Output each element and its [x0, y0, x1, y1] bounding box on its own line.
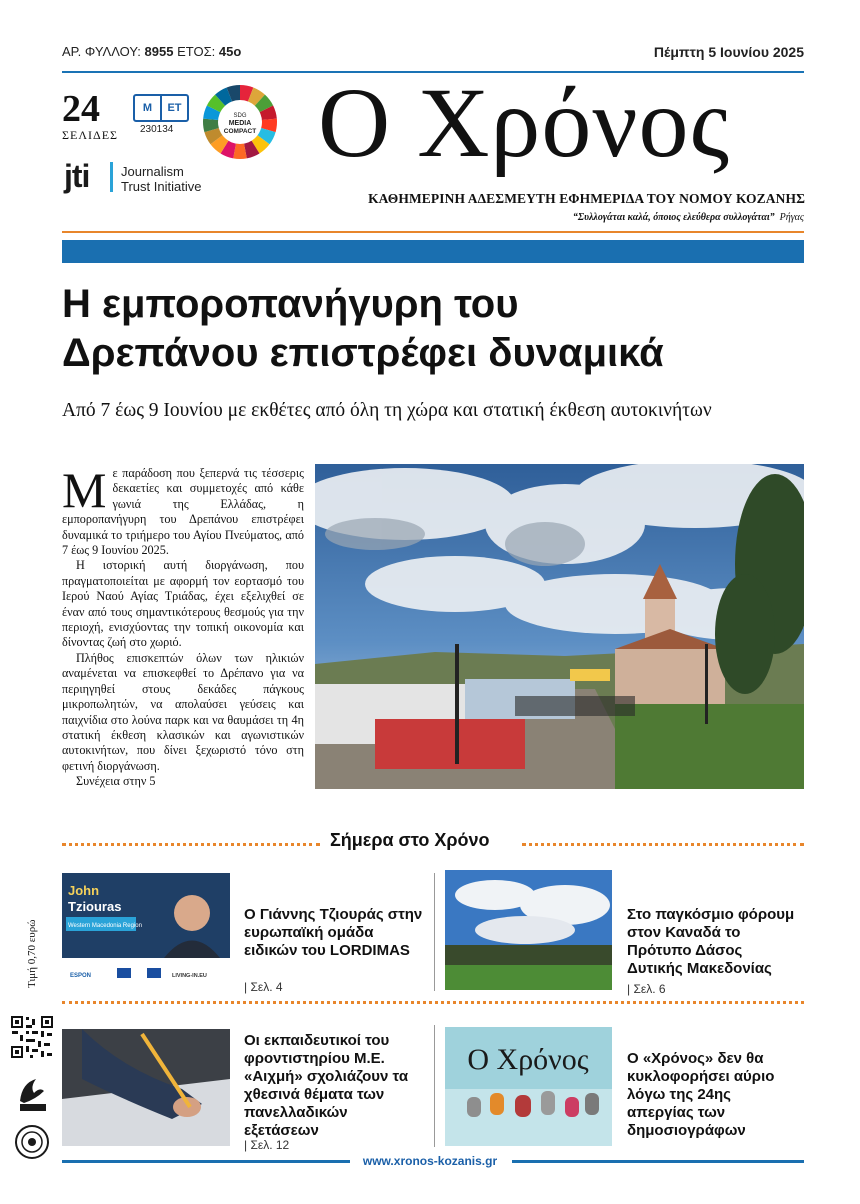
elta-logo-icon — [14, 1073, 50, 1113]
newspaper-title: Ο Χρόνος — [318, 67, 731, 178]
sdg-text-3: COMPACT — [223, 128, 257, 135]
jti-divider — [110, 162, 113, 192]
lead-headline — [62, 280, 822, 378]
issue-number: 8955 — [144, 44, 174, 59]
teaser-2-page: | Σελ. 6 — [627, 982, 666, 996]
year-label: ΕΤΟΣ: — [177, 44, 216, 59]
motto-author: Ρήγας — [779, 212, 804, 223]
teaser-1-thumbnail[interactable] — [62, 873, 230, 990]
section-title: Σήμερα στο Χρόνο — [330, 830, 490, 850]
thumb-name: John — [68, 883, 100, 898]
price-text: Τιμή 0,70 ευρώ — [26, 919, 38, 988]
pages-label: ΣΕΛΙΔΕΣ — [62, 128, 119, 142]
price-vertical — [22, 886, 40, 996]
year-number: 45ο — [218, 44, 242, 59]
met-registry-logo — [133, 94, 189, 122]
lead-headline-line-1: Η εμποροπανήγυρη του — [62, 282, 519, 326]
teaser-2-thumbnail[interactable] — [445, 870, 612, 990]
met-registry-number: 230134 — [140, 124, 174, 135]
teaser-1-title[interactable]: Ο Γιάννης Τζιουράς στην ευρωπαϊκή ομάδα ειδικών του LORDIMAS — [244, 906, 423, 959]
sdg-text-1: SDG — [233, 113, 247, 119]
thumb-masthead: Ο Χρόνος — [467, 1043, 589, 1076]
thumb-logo-2: LIVING-IN.EU — [172, 973, 207, 979]
motto — [573, 212, 804, 223]
eu-flag-icon — [117, 968, 131, 978]
pages-count: 24 — [62, 88, 100, 130]
footer-rule-right — [512, 1160, 804, 1163]
teaser-row-rule — [62, 1001, 804, 1004]
thumb-region: Western Macedonia Region — [68, 923, 142, 929]
lead-deck: Από 7 έως 9 Ιουνίου με εκθέτες από όλη τη χώρα και στατική έκθεση αυτοκινήτων — [62, 400, 712, 421]
teaser-3-page: | Σελ. 12 — [244, 1138, 290, 1152]
jti-line-1: Journalism — [121, 164, 184, 179]
met-logo-left: Μ — [142, 102, 153, 114]
continue-link[interactable]: Συνέχεια στην 5 — [76, 774, 156, 789]
teaser-4-thumbnail[interactable] — [445, 1027, 612, 1146]
issue-info — [62, 44, 241, 59]
teaser-divider-2 — [434, 1025, 435, 1147]
met-logo-right: ΕΤ — [160, 96, 187, 120]
teaser-2-title[interactable]: Στο παγκόσμιο φόρουμ στον Καναδά το Πρότυπο Δάσος Δυτικής Μακεδονίας — [627, 906, 795, 977]
qr-code-icon[interactable] — [10, 1015, 54, 1059]
lead-article — [62, 462, 304, 790]
issue-date: Πέμπτη 5 Ιουνίου 2025 — [653, 44, 804, 60]
thumb-surname: Tziouras — [68, 899, 122, 914]
dropcap: Μ — [62, 462, 107, 518]
thumb-logo-1: ESPON — [70, 973, 92, 979]
teaser-3-thumbnail[interactable] — [62, 1029, 230, 1146]
jti-line-2: Trust Initiative — [121, 179, 202, 194]
teaser-1-page: | Σελ. 4 — [244, 980, 283, 994]
fair-photo — [315, 464, 804, 789]
teaser-divider-1 — [434, 873, 435, 991]
jti-wordmark — [121, 164, 201, 194]
article-paragraph-1: ε παράδοση που ξεπερνά τις τέσσερις δεκαετίες και συμμετοχές από κάθε γωνιά της Ελλάδας, η εμποροπανήγυρη του Δρεπάνου επιστρέφει δυναμικά το τριήμερο του Αγίου Πνεύματος, από 7 έως 9 Ιουνίου 2025. — [62, 466, 304, 558]
issue-label: ΑΡ. ΦΥΛΛΟΥ: — [62, 44, 141, 59]
motto-quote: “Συλλογάται καλά, όποιος ελεύθερα συλλογάται” — [572, 212, 775, 223]
section-rule-right — [522, 843, 804, 846]
sdg-text-2: MEDIA — [228, 120, 252, 127]
sdg-media-compact-logo — [202, 84, 278, 160]
masthead-band — [62, 240, 804, 263]
newspaper-subtitle: ΚΑΘΗΜΕΡΙΝΗ ΑΔΕΣΜΕΥΤΗ ΕΦΗΜΕΡΙΔΑ ΤΟΥ ΝΟΜΟΥ ΚΟΖΑΝΗΣ — [368, 191, 805, 206]
masthead-rule — [62, 231, 804, 233]
jti-mark: jti — [64, 158, 90, 194]
eu-flag-icon-2 — [147, 968, 161, 978]
lead-headline-line-2: Δρεπάνου επιστρέφει δυναμικά — [62, 331, 664, 375]
teaser-4-title[interactable]: Ο «Χρόνος» δεν θα κυκλοφορήσει αύριο λόγω της 24ης απεργίας των δημοσιογράφων — [627, 1050, 775, 1139]
teaser-3-title[interactable]: Οι εκπαιδευτικοί του φροντιστηρίου Μ.Ε. «Αιχμή» σχολιάζουν τα χθεσινά θέματα των πανελλαδικών εξετάσεων — [244, 1032, 409, 1139]
footer-website-link[interactable]: www.xronos-kozanis.gr — [362, 1154, 498, 1168]
article-paragraph-3: Πλήθος επισκεπτών όλων των ηλικιών αναμένεται να επισκεφθεί το Δρέπανο για να περιηγηθεί στους δεκάδες πάγκους μικροπωλητών, να απολαύσει γεύσεις και παιχνίδια στο λούνα παρκ και να θαυμάσει τη 4η στατική έκθεση κλασικών και αγωνιστικών αυτοκινήτων, που δίνει ξεχωριστό τόνο στη φετινή διοργάνωση. — [62, 650, 304, 773]
section-rule-left — [62, 843, 320, 846]
article-paragraph-2: Η ιστορική αυτή διοργάνωση, που πραγματοποιείται με αφορμή τον εορτασμό του Ιερού Ναού Αγίας Τριάδας, έχει εξελιχθεί σε έναν από τους σημαντικότερους θεσμούς για την περιοχή, ενισχύοντας την τοπική οικονομία και δίνοντας ζωή στο χωριό. — [62, 558, 304, 650]
